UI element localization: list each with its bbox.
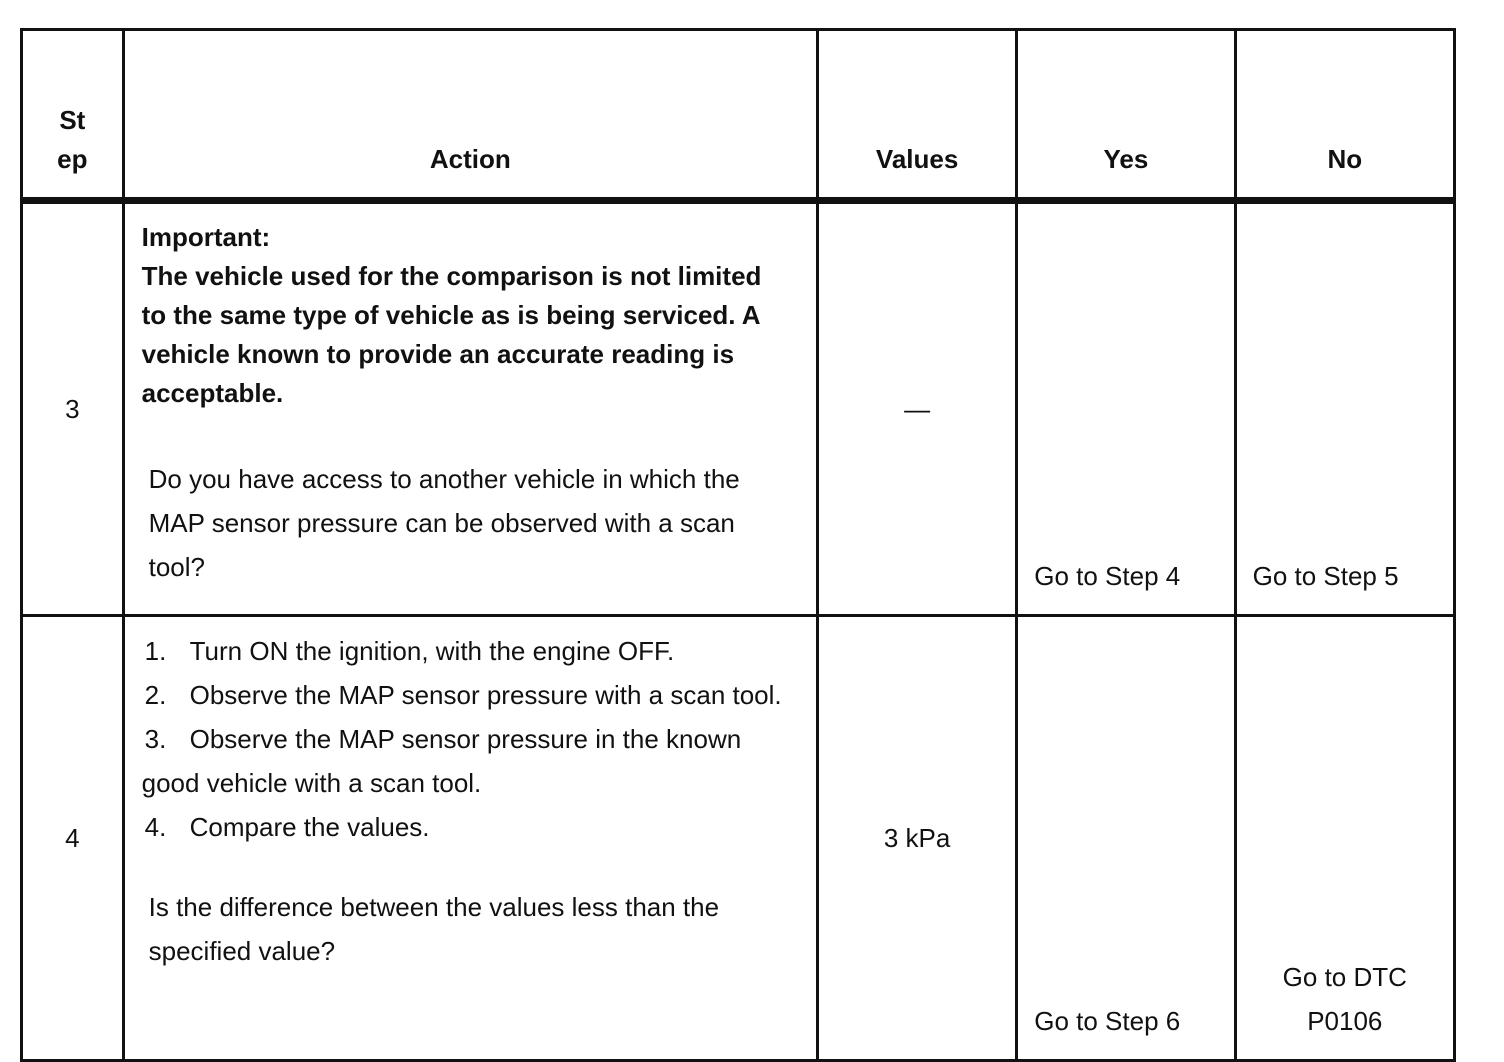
- yes-cell: Go to Step 6: [1017, 616, 1235, 1061]
- important-label: Important:: [141, 222, 271, 252]
- important-note: [142, 218, 786, 413]
- value-cell: —: [817, 201, 1016, 616]
- action-cell: [123, 616, 817, 1061]
- question-text: Do you have access to another vehicle in which the MAP sensor pressure can be observed with a scan tool?: [148, 464, 740, 582]
- header-row: [22, 30, 1455, 201]
- table-row-step-4: [22, 616, 1455, 1061]
- question-text: Is the difference between the values less than the specified value?: [148, 892, 720, 966]
- important-text: The vehicle used for the comparison is not limited to the same type of vehicle as is being serviced. A vehicle known to provide an accurate reading is acceptable.: [141, 261, 762, 408]
- header-action: Action: [123, 30, 817, 201]
- no-cell: Go to Step 5: [1235, 201, 1454, 616]
- diagnostic-table: [20, 28, 1456, 1062]
- header-step: St ep: [22, 30, 124, 201]
- step-number: 3: [22, 201, 124, 616]
- list-item: 1. Turn ON the ignition, with the engine OFF.: [144, 636, 675, 666]
- header-values: Values: [817, 30, 1016, 201]
- list-item: 2. Observe the MAP sensor pressure with a scan tool.: [144, 680, 782, 710]
- header-no: No: [1235, 30, 1454, 201]
- no-cell: Go to DTC P0106: [1235, 616, 1454, 1061]
- value-cell: 3 kPa: [817, 616, 1016, 1061]
- yes-cell: Go to Step 4: [1017, 201, 1235, 616]
- action-cell: [123, 201, 817, 616]
- list-item: 3. Observe the MAP sensor pressure in the known good vehicle with a scan tool.: [141, 724, 742, 798]
- action-steps-list: [142, 629, 786, 849]
- table-row-step-3: [22, 201, 1455, 616]
- step-number: 4: [22, 616, 124, 1061]
- header-yes: Yes: [1017, 30, 1235, 201]
- list-item: 4. Compare the values.: [144, 812, 430, 842]
